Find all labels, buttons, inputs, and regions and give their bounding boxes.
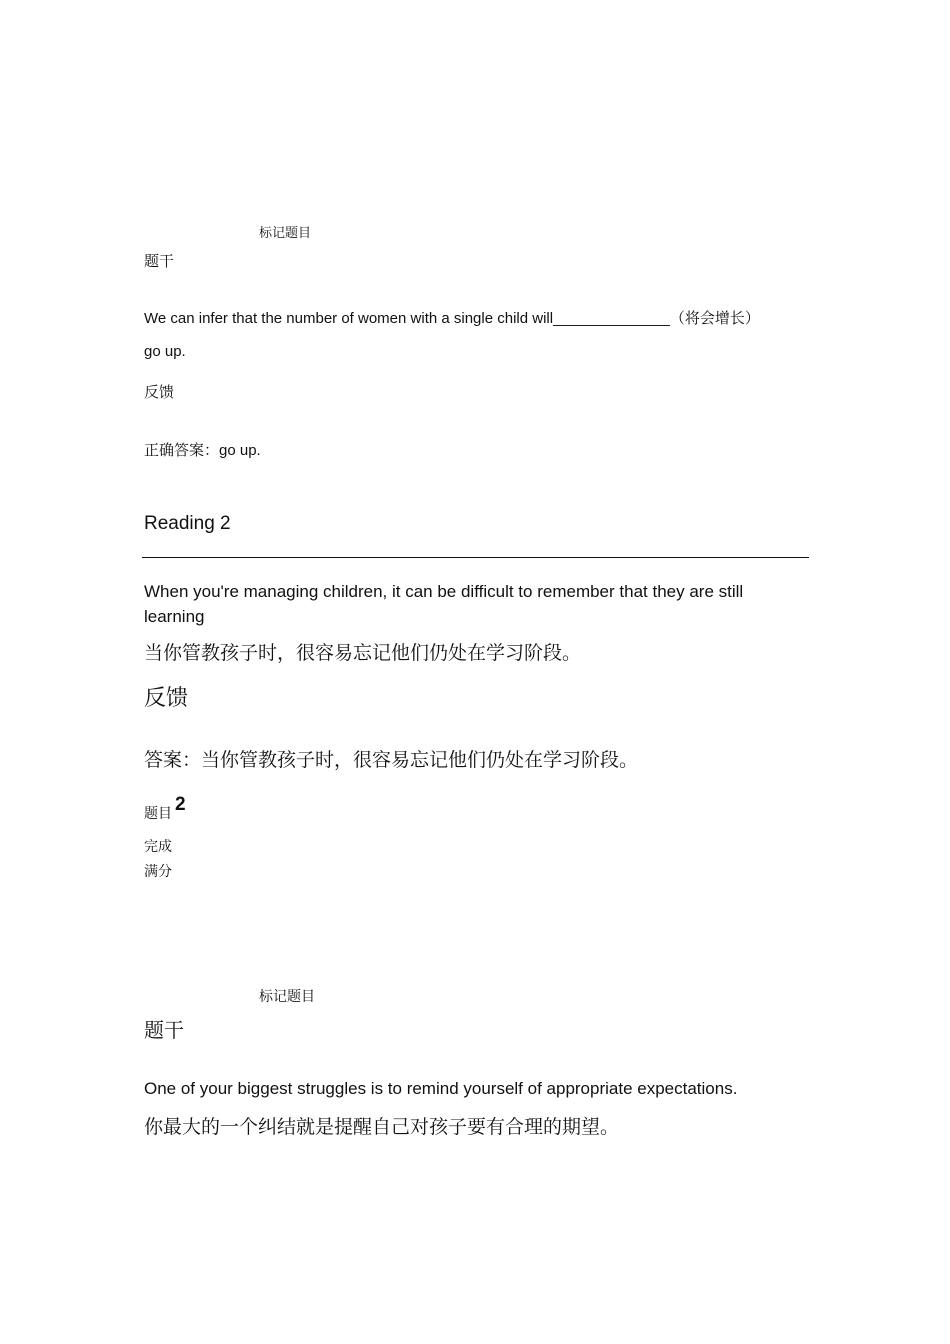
- answer-choice: go up.: [144, 343, 186, 360]
- stem-heading: 题干: [144, 1020, 184, 1042]
- question-number-label: [144, 794, 186, 824]
- correct-answer: 正确答案：go up.: [144, 442, 261, 459]
- question-score: 满分: [144, 863, 172, 879]
- reading-english-text: When you're managing children, it can be difficult to remember that they are still learning: [144, 582, 744, 626]
- stem-heading: 题干: [144, 253, 175, 270]
- question-chinese-text: 你最大的一个纠结就是提醒自己对孩子要有合理的期望。: [144, 1117, 620, 1138]
- question-number: 2: [175, 794, 186, 815]
- question-text: We can infer that the number of women with a single child will______________（将会增长）: [144, 310, 760, 327]
- question-english-text: One of your biggest struggles is to remind yourself of appropriate expectations.: [144, 1079, 738, 1098]
- flag-question-link[interactable]: 标记题目: [259, 988, 315, 1004]
- reading-chinese-text: 当你管教孩子时，很容易忘记他们仍处在学习阶段。: [144, 643, 582, 664]
- feedback-heading: 反馈: [144, 384, 175, 401]
- question-label: 题目: [144, 805, 172, 821]
- reading-answer: 答案：当你管教孩子时，很容易忘记他们仍处在学习阶段。: [144, 750, 639, 771]
- feedback-heading: 反馈: [144, 685, 189, 710]
- section-divider: [142, 557, 809, 558]
- question-status: 完成: [144, 838, 172, 854]
- flag-question-link[interactable]: 标记题目: [259, 225, 312, 240]
- section-title: Reading 2: [144, 513, 231, 534]
